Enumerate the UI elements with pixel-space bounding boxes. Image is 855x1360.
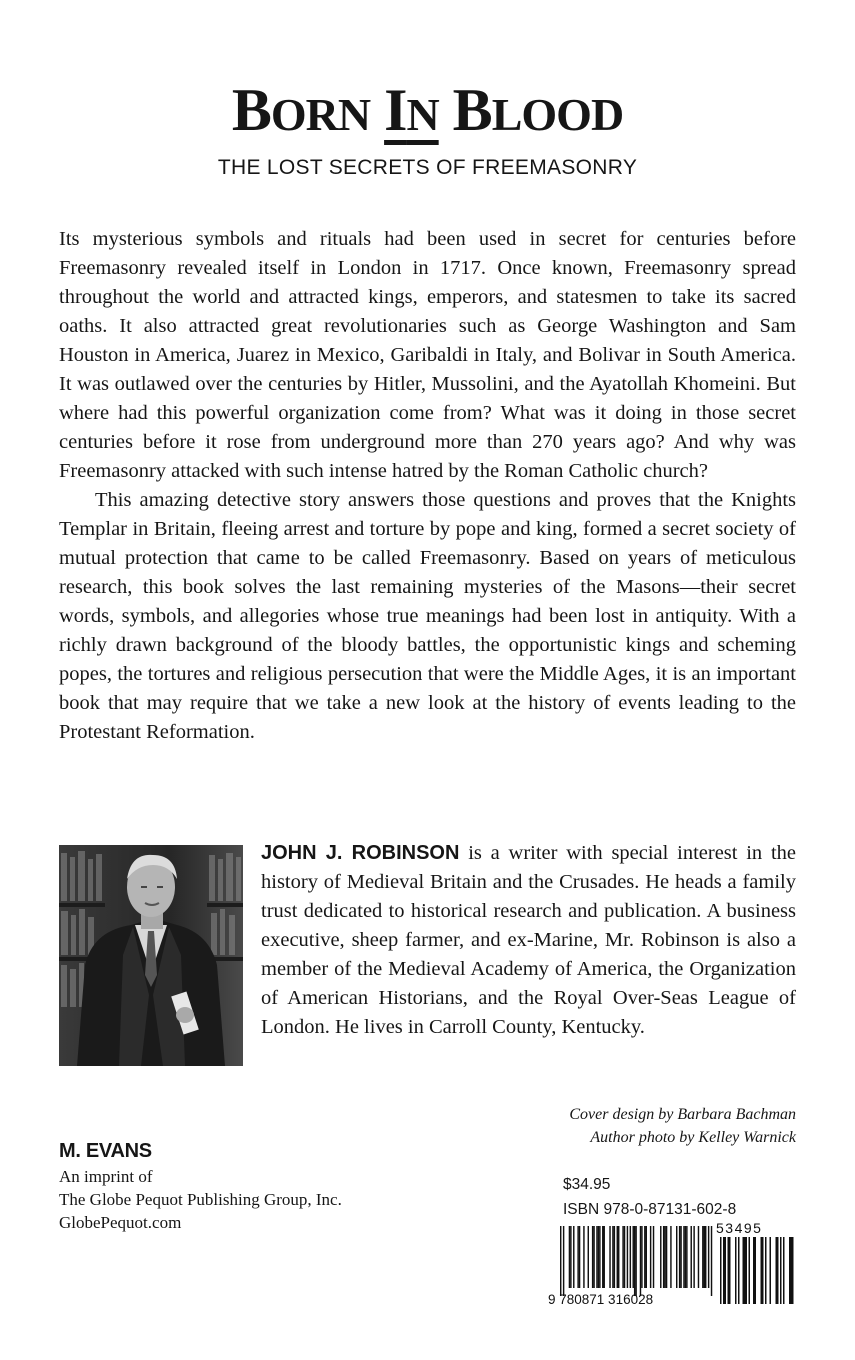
price: $34.95 bbox=[563, 1176, 611, 1193]
author-photo bbox=[59, 845, 243, 1066]
barcode-bar bbox=[765, 1237, 767, 1304]
isbn: ISBN 978-0-87131-602-8 bbox=[563, 1201, 737, 1218]
book-description bbox=[59, 225, 796, 747]
barcode-bar bbox=[599, 1226, 600, 1288]
barcode-bar bbox=[640, 1226, 641, 1296]
barcode-bar bbox=[563, 1226, 564, 1296]
barcode-bar bbox=[676, 1226, 677, 1288]
barcode-bar bbox=[592, 1226, 593, 1288]
barcode-bar bbox=[617, 1226, 618, 1288]
barcode-bar bbox=[622, 1226, 623, 1288]
barcode-bar bbox=[604, 1226, 605, 1288]
book-title bbox=[0, 72, 855, 153]
barcode-bar bbox=[723, 1237, 725, 1304]
barcode-bar bbox=[593, 1226, 594, 1288]
barcode-bar bbox=[679, 1226, 680, 1288]
barcode-bar bbox=[627, 1226, 628, 1288]
barcode-bar bbox=[663, 1226, 664, 1288]
barcode-bar bbox=[666, 1226, 667, 1288]
barcode-bar bbox=[776, 1237, 778, 1304]
barcode-bar bbox=[755, 1237, 757, 1304]
barcode-bar bbox=[618, 1226, 619, 1288]
author-photo-credit: Author photo by Kelley Warnick bbox=[590, 1129, 796, 1146]
barcode-bar bbox=[602, 1226, 603, 1288]
barcode-bar bbox=[725, 1237, 727, 1304]
barcode-bar bbox=[728, 1237, 730, 1304]
barcode-bar bbox=[660, 1226, 661, 1288]
barcode-bar bbox=[743, 1237, 745, 1304]
barcode-bar bbox=[577, 1226, 578, 1288]
barcode-bar bbox=[570, 1226, 571, 1288]
author-bio bbox=[261, 839, 796, 1042]
barcode-bar bbox=[711, 1226, 712, 1296]
publisher-line: An imprint of bbox=[59, 1167, 153, 1186]
description-paragraph: This amazing detective story answers those questions and proves that the Knights Templar in Britain, fleeing arrest and torture by pope and king, formed a secret society of mutual protection that came to be called Freemasonry. Based on years of meticulous research, this book solves the last remaining mysteries of the Masons—their secret words, symbols, and allegories whose true meanings had been lost in antiquity. With a richly drawn background of the bloody battles, the opportunistic kings and scheming popes, the tortures and religious persecution that were the Middle Ages, it is an important book that may require that we take a new look at the history of events leading to the Protestant Reformation. bbox=[59, 489, 796, 743]
barcode-bar bbox=[650, 1226, 651, 1288]
barcode-bar bbox=[791, 1237, 793, 1304]
barcode-bar bbox=[780, 1237, 782, 1304]
barcode-bar bbox=[749, 1237, 751, 1304]
publisher-block bbox=[59, 1138, 342, 1234]
barcode-bar bbox=[560, 1226, 561, 1296]
barcode-bar bbox=[702, 1226, 703, 1288]
title-word-in-initial: I bbox=[384, 77, 407, 143]
barcode-bar bbox=[588, 1226, 589, 1288]
barcode-bar bbox=[644, 1226, 645, 1288]
barcode-bar bbox=[777, 1237, 779, 1304]
barcode-bar bbox=[762, 1237, 764, 1304]
barcode-bar bbox=[686, 1226, 687, 1288]
barcode-bar bbox=[614, 1226, 615, 1288]
barcode-bar bbox=[635, 1226, 636, 1296]
barcode-bar bbox=[792, 1237, 794, 1304]
barcode-bar bbox=[685, 1226, 686, 1288]
barcode-bar bbox=[720, 1237, 722, 1304]
barcode-bar bbox=[596, 1226, 597, 1288]
barcode-bar bbox=[783, 1237, 785, 1304]
barcode-bar bbox=[664, 1226, 665, 1288]
book-subtitle: THE LOST SECRETS OF FREEMASONRY bbox=[217, 156, 638, 179]
publisher-line: The Globe Pequot Publishing Group, Inc. bbox=[59, 1190, 342, 1209]
barcode-bar bbox=[641, 1226, 642, 1288]
barcode-bar bbox=[698, 1226, 699, 1288]
barcode-bar bbox=[653, 1226, 654, 1288]
barcode-bar bbox=[583, 1226, 584, 1288]
publisher-line: GlobePequot.com bbox=[59, 1213, 182, 1232]
barcode-bar bbox=[746, 1237, 748, 1304]
barcode bbox=[548, 1222, 798, 1306]
author-name: JOHN J. ROBINSON bbox=[261, 842, 460, 864]
barcode-bar bbox=[609, 1226, 610, 1288]
description-paragraph: Its mysterious symbols and rituals had been used in secret for centuries before Freemasonry revealed itself in London in 1717. Once known, Freemasonry spread throughout the world and attracted kings, emperors, and statesmen to take its sacred oaths. It also attracted great revolutionaries such as George Washington and Sam Houston in America, Juarez in Mexico, Garibaldi in Italy, and Bolivar in South America. It was outlawed over the centuries by Hitler, Mussolini, and the Ayatollah Khomeini. But where had this powerful organization come from? What was it doing in those secret centuries before it rose from underground more than 270 years ago? And why was Freemasonry attacked with such intense hatred by the Roman Catholic church? bbox=[59, 228, 796, 482]
barcode-bar bbox=[670, 1226, 671, 1288]
barcode-bar bbox=[735, 1237, 737, 1304]
barcode-addon-bars bbox=[720, 1237, 794, 1304]
barcode-bar bbox=[646, 1226, 647, 1288]
barcode-bar bbox=[624, 1226, 625, 1288]
barcode-bar bbox=[598, 1226, 599, 1288]
barcode-bar bbox=[729, 1237, 731, 1304]
barcode-bar bbox=[753, 1237, 755, 1304]
barcode-bar bbox=[630, 1226, 631, 1288]
cover-design-credit: Cover design by Barbara Bachman bbox=[569, 1106, 796, 1123]
barcode-bar bbox=[693, 1226, 694, 1288]
title-word-in-rest: N bbox=[406, 89, 439, 140]
barcode-bar bbox=[708, 1226, 709, 1288]
barcode-main-digits: 9 780871 316028 bbox=[548, 1292, 654, 1306]
barcode-bar bbox=[761, 1237, 763, 1304]
author-bio-text: is a writer with special interest in the history of Medieval Britain and the Crusades. He heads a family trust dedicated to historical research and publication. A business executive, sheep farmer, and ex-Marine, Mr. Robinson is also a member of the Medieval Academy of America, the Organization of American Historians, and the Royal Over-Seas League of London. He lives in Carroll County, Kentucky. bbox=[261, 842, 796, 1038]
title-word-blood-initial: B bbox=[452, 77, 492, 143]
title-word-blood-rest: LOOD bbox=[491, 89, 624, 140]
barcode-bar bbox=[704, 1226, 705, 1288]
title-word-born-rest: ORN bbox=[270, 89, 371, 140]
barcode-bar bbox=[683, 1226, 684, 1288]
barcode-addon-digits: 53495 bbox=[716, 1222, 763, 1236]
barcode-bar bbox=[680, 1226, 681, 1288]
barcode-bar bbox=[744, 1237, 746, 1304]
barcode-bar bbox=[633, 1226, 634, 1288]
barcode-bar bbox=[738, 1237, 740, 1304]
publisher-name: M. EVANS bbox=[59, 1140, 152, 1162]
barcode-bar bbox=[770, 1237, 772, 1304]
barcode-main-bars bbox=[560, 1226, 712, 1296]
barcode-bar bbox=[789, 1237, 791, 1304]
barcode-bar bbox=[612, 1226, 613, 1288]
barcode-bar bbox=[573, 1226, 574, 1288]
barcode-bar bbox=[634, 1226, 635, 1296]
barcode-bar bbox=[569, 1226, 570, 1288]
barcode-bar bbox=[705, 1226, 706, 1288]
barcode-bar bbox=[691, 1226, 692, 1288]
barcode-bar bbox=[579, 1226, 580, 1288]
credits bbox=[569, 1103, 796, 1149]
title-word-born-initial: B bbox=[231, 77, 271, 143]
